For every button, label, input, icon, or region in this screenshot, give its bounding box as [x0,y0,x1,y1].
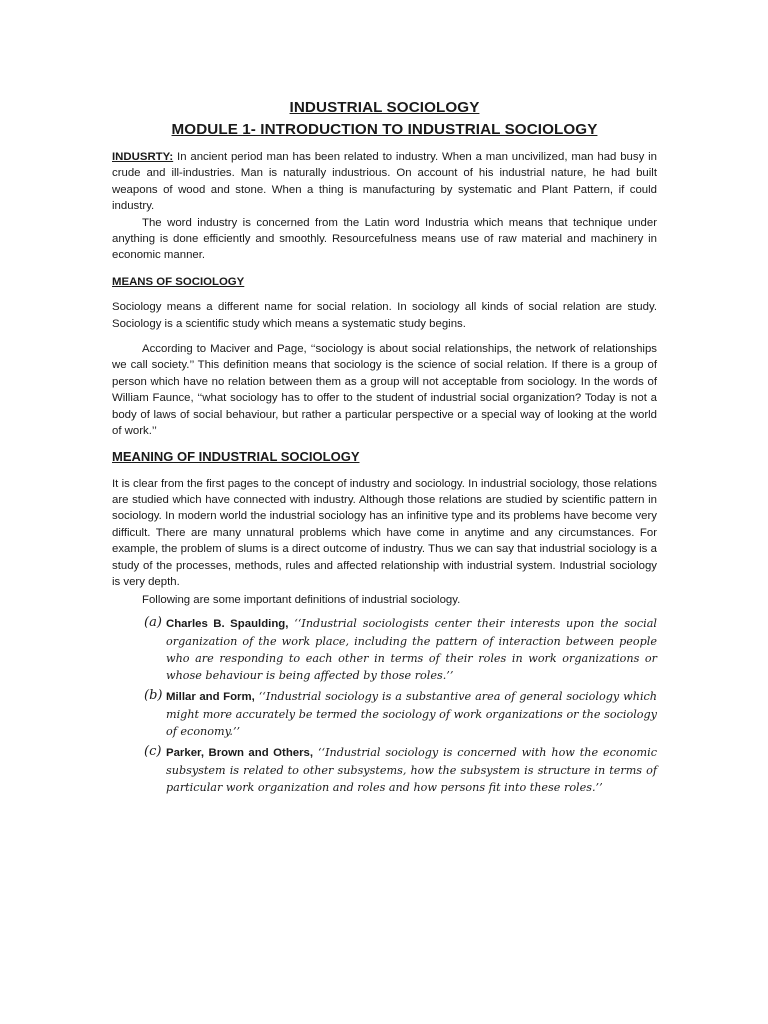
means-paragraph-1: Sociology means a different name for social relation. In sociology all kinds of social relation are study. Sociology is a scientific study which means a systematic study begins. [112,301,657,330]
means-paragraph-2: According to Maciver and Page, ‘‘sociology is about social relationships, the network of relationships we call society.’’ This definition means that sociology is the science of social relation. If there is a group of person which have no relation between them as a group will not acceptable from sociology. In the words of William Faunce, ‘‘what sociology has to offer to the student of industrial social organization? Today is not a body of laws of social behaviour, but rather a particular perspective or a special way of looking at the world of work.’’ [112,343,657,438]
industry-paragraph-2: The word industry is concerned from the Latin word Industria which means that technique under anything is done efficiently and smoothly. Resourcefulness means use of raw material and machinery in economic manner. [112,216,657,262]
definition-quote: ‘‘Industrial sociologists center their interests upon the social organization of the work place, including the pattern of interaction between people who are responding to each other in terms of their roles in work organizations or whose behaviour is being affected by those roles.’’ [166,616,657,682]
definition-a [112,615,657,684]
definition-marker: (c) [144,743,162,759]
module-title: MODULE 1- INTRODUCTION TO INDUSTRIAL SOCIOLOGY [171,121,598,138]
meaning-heading: MEANING OF INDUSTRIAL SOCIOLOGY [112,448,360,464]
meaning-paragraph: It is clear from the first pages to the concept of industry and sociology. In industrial sociology, those relations are studied which have connected with industry. Although those relations are studied by scientific pattern in sociology. In modern world the industrial sociology has an infinitive type and its problems have become very difficult. There are many unnatural problems which have come in anytime and any circumstances. For example, the problem of slums is a direct outcome of industry. Thus we can say that industrial sociology is a study of the processes, methods, rules and affected relationship with industrial system. Industrial sociology is very depth. [112,477,657,588]
means-heading: MEANS OF SOCIOLOGY [112,275,245,288]
definitions-intro: Following are some important definitions of industrial sociology. [142,594,461,607]
definition-quote: ‘‘Industrial sociology is a substantive area of general sociology which might more accurately be termed the sociology of work organizations or the sociology of economy.’’ [166,689,657,738]
definition-b [112,688,657,740]
definition-c [112,744,657,796]
definition-author: Parker, Brown and Others, [166,746,314,759]
industry-paragraph [112,149,657,215]
definition-author: Charles B. Spaulding, [166,617,289,630]
document-title: INDUSTRIAL SOCIOLOGY [289,99,480,116]
industry-lead: INDUSRTY: [112,151,174,163]
definition-marker: (a) [144,614,162,630]
industry-text: In ancient period man has been related to industry. When a man uncivilized, man had busy in crude and ill-industries. Man is naturally industrious. On account of his industrial nature, he had built weapons of wood and stone. When a thing is manufacturing by systematic and Plant Pattern, if could industry. [112,151,657,213]
definition-author: Millar and Form, [166,690,255,703]
definition-quote: ‘‘Industrial sociology is concerned with how the economic subsystem is related to other subsystems, how the subsystem is structure in terms of particular work organization and roles and how persons fit into these roles.’’ [166,745,657,794]
definition-marker: (b) [144,687,163,703]
